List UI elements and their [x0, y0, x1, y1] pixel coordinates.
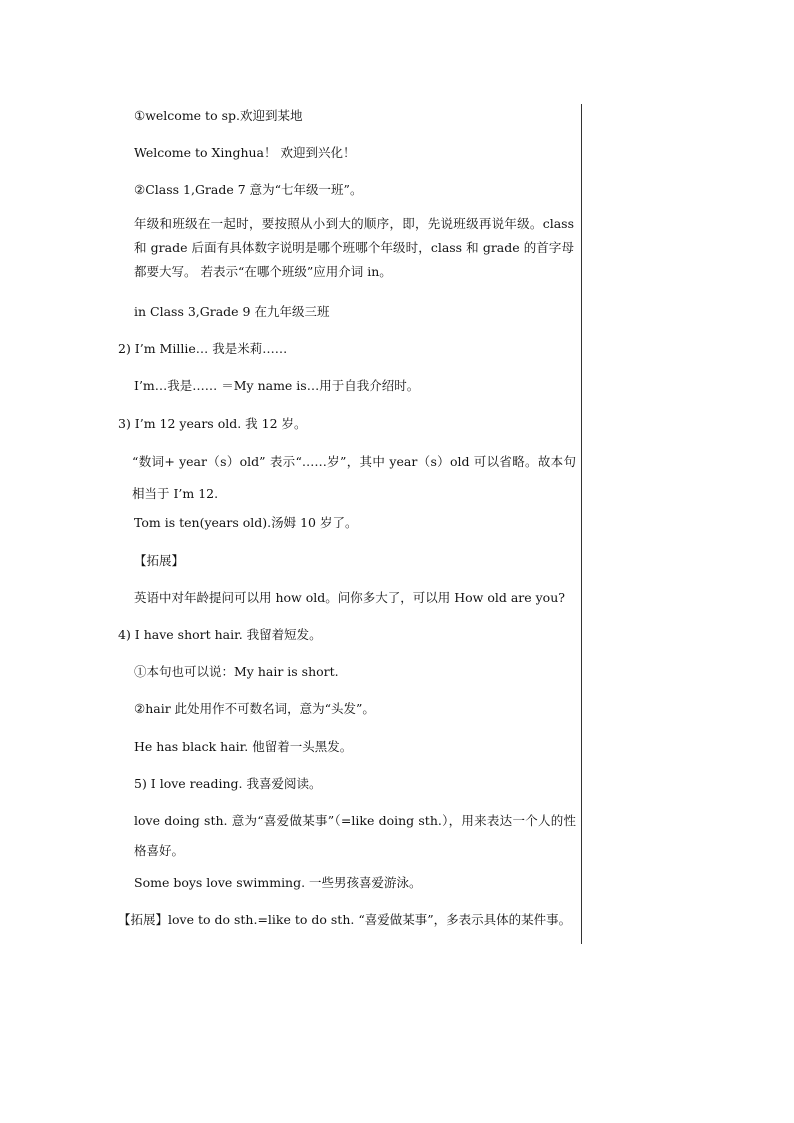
- example-tom-age: Tom is ten(years old).汤姆 10 岁了。: [134, 515, 358, 530]
- explanation-class-grade-order: 年级和班级在一起时，要按照从小到大的顺序，即，先说班级再说年级。class 和 grade 后面有具体数字说明是哪个班哪个年级时，class 和 grade 的首字母都要大写。 若表示“在哪个班级”应用介词 in。: [134, 216, 574, 279]
- example-love-swimming: Some boys love swimming. 一些男孩喜爱游泳。: [134, 875, 422, 890]
- example-black-hair: He has black hair. 他留着一头黑发。: [134, 739, 353, 754]
- point-4-heading: 4) I have short hair. 我留着短发。: [118, 627, 322, 642]
- note-self-introduction: I’m…我是…… ＝My name is…用于自我介绍时。: [134, 378, 420, 393]
- note-welcome-phrase: ①welcome to sp.欢迎到某地: [134, 108, 303, 123]
- note-hair-uncountable: ②hair 此处用作不可数名词，意为“头发”。: [134, 701, 375, 716]
- extension-how-old: 英语中对年龄提问可以用 how old。问你多大了，可以用 How old are you?: [134, 590, 565, 605]
- example-in-class: in Class 3,Grade 9 在九年级三班: [134, 304, 330, 319]
- note-class-grade: ②Class 1,Grade 7 意为“七年级一班”。: [134, 182, 363, 197]
- explanation-years-old: “数词+ year（s）old” 表示“……岁”，其中 year（s）old 可以省略。故本句相当于 I’m 12.: [132, 454, 576, 501]
- example-welcome-xinghua: Welcome to Xinghua！ 欢迎到兴化！: [134, 145, 356, 160]
- explanation-love-doing: love doing sth. 意为“喜爱做某事”（=like doing sth.），用来表达一个人的性格喜好。: [134, 813, 576, 858]
- point-2-heading: 2) I’m Millie… 我是米莉……: [118, 341, 288, 356]
- point-3-heading: 3) I’m 12 years old. 我 12 岁。: [118, 416, 307, 431]
- table-border-line: [581, 104, 582, 944]
- extension-label: 【拓展】: [134, 553, 185, 568]
- note-my-hair-short: ①本句也可以说：My hair is short.: [134, 664, 339, 679]
- point-5-heading: 5) I love reading. 我喜爱阅读。: [134, 776, 322, 791]
- extension-love-to-do: 【拓展】love to do sth.=like to do sth. “喜爱做某事”，多表示具体的某件事。: [118, 912, 572, 927]
